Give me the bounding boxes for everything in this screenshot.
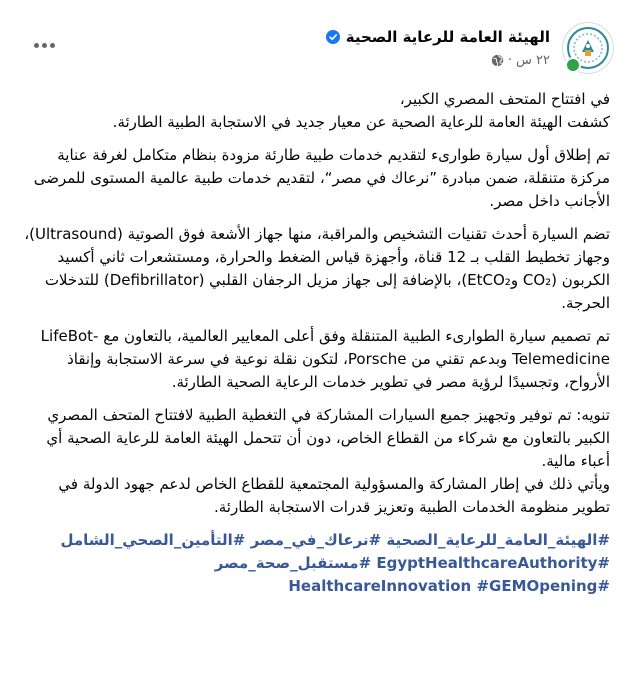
verified-badge-icon [326,30,340,44]
hashtag-link[interactable]: #نرعاك_في_مصر [250,531,382,549]
more-options-dot [34,43,39,48]
more-options-dot [50,43,55,48]
online-status-dot [565,57,581,73]
post-paragraph [18,88,610,134]
page-name-row [326,28,550,46]
hashtag-link[interactable]: #HealthcareInnovation [288,577,610,595]
hashtag-list [18,529,610,598]
paragraph-line: تضم السيارة أحدث تقنيات التشخيص والمراقبة، منها جهاز الأشعة فوق الصوتية (Ultrasound)، وجهاز تخطيط القلب بـ 12 قناة، وأجهزة قياس الضغط والحرارة، ومستشعرات ثاني أكسيد الكربون (CO₂ وEtCO₂)، بالإضافة إلى جهاز مزيل الرجفان القلبي (Defibrillator) للتدخلات الحرجة. [24,225,610,312]
paragraph-line: كشفت الهيئة العامة للرعاية الصحية عن معيار جديد في الاستجابة الطبية الطارئة. [112,113,610,131]
post-time[interactable]: ٢٢ س [516,53,550,68]
hashtag-link[interactable]: #التأمين_الصحي_الشامل [60,531,246,549]
post-paragraph [18,144,610,213]
post-paragraph [18,223,610,315]
hashtag-link[interactable]: #EgyptHealthcareAuthority [376,554,610,572]
paragraph-line: في افتتاح المتحف المصري الكبير، [399,90,610,108]
hashtag-link[interactable]: #الهيئة_العامة_للرعاية_الصحية [386,531,610,549]
post-message [18,88,610,608]
page-avatar[interactable] [562,22,614,74]
paragraph-line: ويأتي ذلك في إطار المشاركة والمسؤولية المجتمعية للقطاع الخاص لدعم جهود الدولة في تطوير منظومة الخدمات الطبية وتعزيز قدرات الاستجابة الطارئة. [58,475,610,516]
hashtag-link[interactable]: #مستقبل_صحة_مصر [214,554,372,572]
globe-icon[interactable] [491,54,504,67]
hashtag-link[interactable]: #GEMOpening [476,577,598,595]
meta-separator: · [507,53,513,68]
more-options-dot [42,43,47,48]
post-header [14,22,614,78]
paragraph-line: تم إطلاق أول سيارة طوارىء لتقديم خدمات طبية طارئة مزودة بنظام متكامل لغرفة عناية مركزة متنقلة، ضمن مبادرة ”نرعاك في مصر“، لتقديم خدمات طبية عالمية المستوى للمرضى الأجانب داخل مصر. [33,146,610,210]
paragraph-line: تم تصميم سيارة الطوارىء الطبية المتنقلة وفق أعلى المعايير العالمية، بالتعاون مع LifeBot-Telemedicine وبدعم تقني من Porsche، لتكون نقلة نوعية في سرعة الاستجابة وإنقاذ الأرواح، وتجسيدًا لرؤية مصر في تطوير خدمات الرعاية الصحية الطارئة. [40,327,610,391]
paragraph-line: تنويه: تم توفير وتجهيز جميع السيارات المشاركة في التغطية الطبية لافتتاح المتحف المصري الكبير بالتعاون مع شركاء من القطاع الخاص، دون أن تتحمل الهيئة العامة للرعاية الصحية أي أعباء مالية. [46,406,610,470]
more-options-button[interactable] [26,32,62,58]
post-paragraph [18,404,610,519]
post-meta [491,53,550,68]
post-paragraph [18,325,610,394]
page-name-link[interactable]: الهيئة العامة للرعاية الصحية [345,28,550,46]
